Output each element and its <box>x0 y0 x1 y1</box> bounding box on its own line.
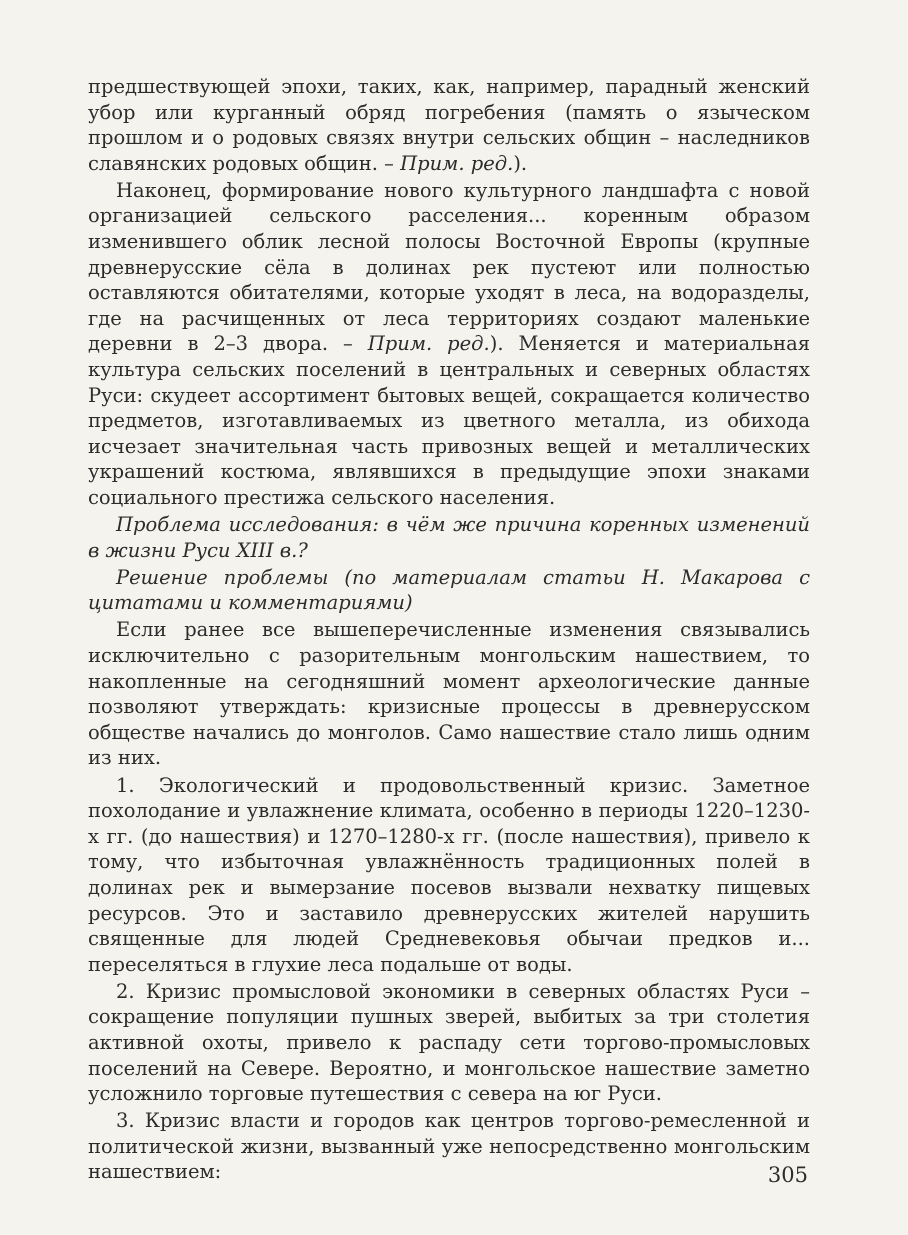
text-segment: ). Меняется и материальная культура сельских поселений в центральных и северных областях Руси: скудеет ассортимент бытовых вещей, сокращается количество предметов, изготавливаемых из цветного металла, из обихода исчезает значительная часть привозных вещей и металлических украшений костюма, являвшихся в предыдущие эпохи знаками социального престижа сельского населения. <box>88 332 810 509</box>
text-paragraph <box>88 1108 810 1185</box>
text-segment: ). <box>513 151 528 175</box>
text-segment: 3. Кризис власти и городов как центров торгово-ремесленной и политической жизни, вызванный уже непосредственно монгольским нашествием: <box>88 1109 810 1184</box>
text-paragraph <box>88 979 810 1107</box>
italic-heading-paragraph <box>88 512 810 563</box>
text-paragraph <box>88 617 810 771</box>
text-segment: 2. Кризис промысловой экономики в северных областях Руси – сокращение популяции пушных зверей, выбитых за три столетия активной охоты, привело к распаду сети торгово-промысловых поселений на Севере. Вероятно, и монгольское нашествие заметно усложнило торговые путешествия с севера на юг Руси. <box>88 979 810 1106</box>
text-segment: Если ранее все вышеперечисленные изменения связывались исключительно с разорительным монгольским нашествием, то накопленные на сегодняшний момент археологические данные позволяют утверждать: кризисные процессы в древнерусском обществе начались до монголов. Само нашествие стало лишь одним из них. <box>88 618 810 770</box>
text-segment: Наконец, формирование нового культурного ландшафта с новой организацией сельского расселения... коренным образом изменившего облик лесной полосы Восточной Европы (крупные древнерусские сёла в долинах рек пустеют или полностью оставляются обитателями, которые уходят в леса, на водоразделы, где на расчищенных от леса территориях создают маленькие деревни в 2–3 двора. – <box>88 178 810 356</box>
text-paragraph <box>88 74 810 176</box>
text-paragraph <box>88 773 810 978</box>
italic-segment: Решение проблемы (по материалам статьи Н. Макарова с цитатами и комментариями) <box>88 565 810 615</box>
text-segment: 1. Экологический и продовольственный кризис. Заметное похолодание и увлажнение климата, особенно в периоды 1220–1230-х гг. (до нашествия) и 1270–1280-х гг. (после нашествия), привело к тому, что избыточная увлажнённость традиционных полей в долинах рек и вымерзание посевов вызвали нехватку пищевых ресурсов. Это и заставило древнерусских жителей нарушить священные для людей Средневековья обычаи предков и... переселяться в глухие леса подальше от воды. <box>88 773 810 976</box>
page-number: 305 <box>767 1163 808 1187</box>
italic-segment: Проблема исследования: в чём же причина коренных изменений в жизни Руси XIII в.? <box>88 513 810 562</box>
italic-segment: Прим. ред. <box>400 151 514 175</box>
text-segment: предшествующей эпохи, таких, как, например, парадный женский убор или курганный обряд погребения (память о языческом прошлом и о родовых связях внутри сельских общин – наследников славянских родовых общин. – <box>88 75 810 175</box>
body-text <box>88 74 810 1187</box>
italic-heading-paragraph <box>88 565 810 616</box>
text-paragraph <box>88 178 810 511</box>
italic-segment: Прим. ред. <box>367 332 490 356</box>
